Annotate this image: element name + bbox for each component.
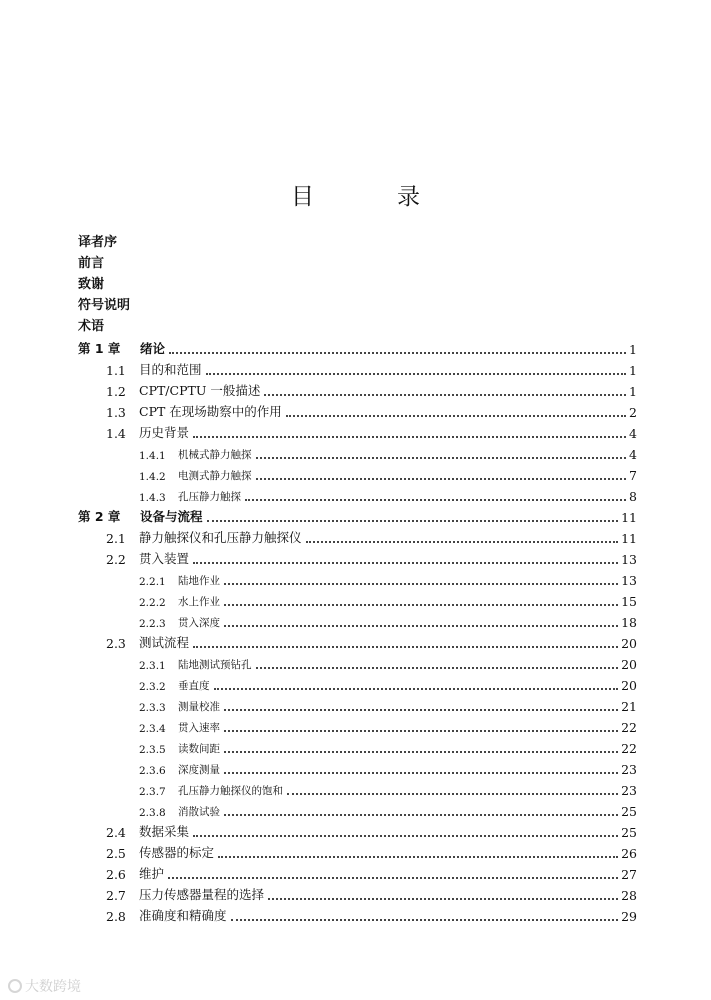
toc-entry[interactable]	[0, 570, 711, 591]
toc-leader-dots	[286, 415, 626, 417]
toc-entry[interactable]	[0, 591, 711, 612]
toc-entry-page: 4	[629, 447, 637, 462]
toc-entry-title: 水上作业	[178, 596, 220, 608]
front-matter-item[interactable]: 术语	[78, 319, 105, 334]
toc-entry-title: 垂直度	[178, 680, 210, 692]
toc-entry-title: 深度测量	[178, 764, 220, 776]
toc-entry[interactable]	[0, 465, 711, 486]
toc-entry-number: 1.1	[106, 363, 126, 378]
toc-entry-number: 第 2 章	[78, 509, 121, 524]
toc-entry[interactable]	[0, 906, 711, 927]
front-matter-item[interactable]: 前言	[78, 256, 105, 271]
toc-entry-page: 11	[621, 531, 637, 546]
toc-entry-page: 11	[621, 510, 637, 525]
toc-entry[interactable]	[0, 612, 711, 633]
toc-entry-page: 25	[621, 825, 637, 840]
toc-entry-number: 2.5	[106, 846, 126, 861]
toc-entry-title: 陆地测试预钻孔	[178, 659, 252, 671]
toc-entry-page: 26	[621, 846, 637, 861]
toc-entry-title: CPT 在现场勘察中的作用	[139, 404, 282, 419]
toc-leader-dots	[218, 856, 618, 858]
toc-leader-dots	[224, 625, 618, 627]
toc-entry[interactable]	[0, 759, 711, 780]
toc-entry[interactable]	[0, 675, 711, 696]
toc-entry-page: 4	[629, 426, 637, 441]
toc-entry-title: 陆地作业	[178, 575, 220, 587]
toc-leader-dots	[268, 898, 618, 900]
toc-entry-number: 2.4	[106, 825, 126, 840]
toc-entry[interactable]	[0, 423, 711, 444]
toc-entry-page: 18	[621, 615, 637, 630]
toc-entry-title: 传感器的标定	[139, 845, 215, 860]
toc-leader-dots	[224, 772, 618, 774]
toc-entry-page: 15	[621, 594, 637, 609]
toc-leader-dots	[224, 709, 618, 711]
toc-entry-title: 维护	[139, 866, 165, 881]
toc-entry-number: 2.3	[106, 636, 126, 651]
front-matter-list	[78, 232, 130, 337]
toc-entry-title: 测试流程	[139, 635, 190, 650]
toc-leader-dots	[231, 919, 618, 921]
toc-leader-dots	[193, 646, 618, 648]
toc-leader-dots	[169, 352, 626, 354]
toc-entry-number: 第 1 章	[78, 341, 121, 356]
toc-leader-dots	[193, 835, 618, 837]
toc-entry[interactable]	[0, 444, 711, 465]
toc-leader-dots	[193, 562, 618, 564]
toc-entry[interactable]	[0, 339, 711, 360]
front-matter-item[interactable]: 致谢	[78, 277, 105, 292]
toc-leader-dots	[287, 793, 618, 795]
toc-entry-number: 2.2.3	[139, 618, 166, 630]
toc-leader-dots	[224, 730, 618, 732]
toc-entry-number: 2.3.1	[139, 660, 166, 672]
toc-entry-number: 1.4.2	[139, 471, 166, 483]
toc-entry-title: 消散试验	[178, 806, 220, 818]
toc-entry-title: 数据采集	[139, 824, 190, 839]
toc-entry-title: 准确度和精确度	[139, 908, 227, 923]
toc-entry[interactable]	[0, 780, 711, 801]
toc-leader-dots	[256, 457, 626, 459]
toc-entry[interactable]	[0, 486, 711, 507]
toc-entry-title: 测量校准	[178, 701, 220, 713]
toc-entry-page: 23	[621, 762, 637, 777]
toc-leader-dots	[256, 478, 626, 480]
toc-entry[interactable]	[0, 381, 711, 402]
toc-entry[interactable]	[0, 864, 711, 885]
toc-entry-title: 历史背景	[139, 425, 190, 440]
toc-leader-dots	[168, 877, 618, 879]
toc-entry[interactable]	[0, 633, 711, 654]
toc-entry-page: 22	[621, 720, 637, 735]
toc-leader-dots	[245, 499, 626, 501]
toc-entry-page: 20	[621, 678, 637, 693]
toc-entry-number: 2.3.5	[139, 744, 166, 756]
toc-entry-title: 贯入速率	[178, 722, 220, 734]
toc-entry[interactable]	[0, 885, 711, 906]
toc-entry-page: 7	[629, 468, 637, 483]
toc-entry-title: 机械式静力触探	[178, 449, 252, 461]
toc-entry-title: 读数间距	[178, 743, 220, 755]
toc-entry[interactable]	[0, 402, 711, 423]
toc-entry-number: 2.7	[106, 888, 126, 903]
toc-entry-title: 目的和范围	[139, 362, 202, 377]
toc-entry[interactable]	[0, 822, 711, 843]
watermark-logo-icon	[8, 979, 22, 993]
toc-entry-number: 2.8	[106, 909, 126, 924]
watermark	[8, 976, 81, 996]
toc-leader-dots	[264, 394, 626, 396]
toc-leader-dots	[206, 373, 626, 375]
toc-entry-number: 2.3.3	[139, 702, 166, 714]
toc-entry[interactable]	[0, 528, 711, 549]
toc-entry-number: 2.3.6	[139, 765, 166, 777]
toc-entry-number: 2.2	[106, 552, 126, 567]
front-matter-item[interactable]: 译者序	[78, 235, 118, 250]
toc-entry-number: 2.2.1	[139, 576, 166, 588]
toc-entry[interactable]	[0, 696, 711, 717]
watermark-text: 大数跨境	[25, 979, 81, 995]
toc-leader-dots	[224, 751, 618, 753]
page-title: 目 录	[291, 184, 450, 210]
toc-entry-number: 2.2.2	[139, 597, 166, 609]
toc-entry-page: 25	[621, 804, 637, 819]
toc-entry-page: 23	[621, 783, 637, 798]
toc-entry-page: 21	[621, 699, 637, 714]
toc-entry-page: 28	[621, 888, 637, 903]
toc-leader-dots	[207, 520, 618, 522]
toc-entry-title: 孔压静力触探仪的饱和	[178, 785, 283, 797]
toc-entry-title: 贯入深度	[178, 617, 220, 629]
toc-entry-title: 设备与流程	[140, 509, 203, 524]
toc-entry-page: 29	[621, 909, 637, 924]
toc-entry-page: 22	[621, 741, 637, 756]
toc-entry-page: 1	[629, 363, 637, 378]
toc-entry[interactable]	[0, 717, 711, 738]
toc-entry-number: 1.2	[106, 384, 126, 399]
toc-entry[interactable]	[0, 738, 711, 759]
toc-entry-number: 1.4	[106, 426, 126, 441]
toc-entry-number: 1.4.3	[139, 492, 166, 504]
toc-entry-number: 2.1	[106, 531, 126, 546]
toc-leader-dots	[193, 436, 626, 438]
toc-entry-number: 2.6	[106, 867, 126, 882]
toc-entry[interactable]	[0, 843, 711, 864]
toc-entry-title: CPT/CPTU 一般描述	[139, 383, 261, 398]
toc-entry-title: 静力触探仪和孔压静力触探仪	[139, 530, 302, 545]
toc-entry-page: 20	[621, 657, 637, 672]
toc-entry-number: 2.3.8	[139, 807, 166, 819]
toc-leader-dots	[256, 667, 618, 669]
toc-entry-page: 2	[629, 405, 637, 420]
toc-leader-dots	[224, 583, 618, 585]
toc-leader-dots	[224, 604, 618, 606]
toc-entry-title: 压力传感器量程的选择	[139, 887, 265, 902]
toc-entry-title: 贯入装置	[139, 551, 190, 566]
toc-entry[interactable]	[0, 549, 711, 570]
toc-entry-title: 电测式静力触探	[178, 470, 252, 482]
toc-entry-title: 孔压静力触探	[178, 491, 241, 503]
toc-entry-page: 8	[629, 489, 637, 504]
toc-leader-dots	[214, 688, 618, 690]
toc-entry-number: 2.3.4	[139, 723, 166, 735]
front-matter-item[interactable]: 符号说明	[78, 298, 131, 313]
toc-entry-number: 2.3.2	[139, 681, 166, 693]
toc-entry-page: 20	[621, 636, 637, 651]
toc-entry-page: 13	[621, 573, 637, 588]
toc-leader-dots	[306, 541, 618, 543]
toc-entry[interactable]	[0, 507, 711, 528]
toc-entry-page: 1	[629, 384, 637, 399]
toc-entry-page: 1	[629, 342, 637, 357]
toc-entry[interactable]	[0, 360, 711, 381]
toc-entry[interactable]	[0, 654, 711, 675]
toc-entry[interactable]	[0, 801, 711, 822]
toc-entry-number: 1.4.1	[139, 450, 166, 462]
toc-leader-dots	[224, 814, 618, 816]
toc-entry-page: 27	[621, 867, 637, 882]
toc-entry-title: 绪论	[140, 341, 166, 356]
toc-entry-number: 2.3.7	[139, 786, 166, 798]
toc-entry-page: 13	[621, 552, 637, 567]
toc-entry-number: 1.3	[106, 405, 126, 420]
